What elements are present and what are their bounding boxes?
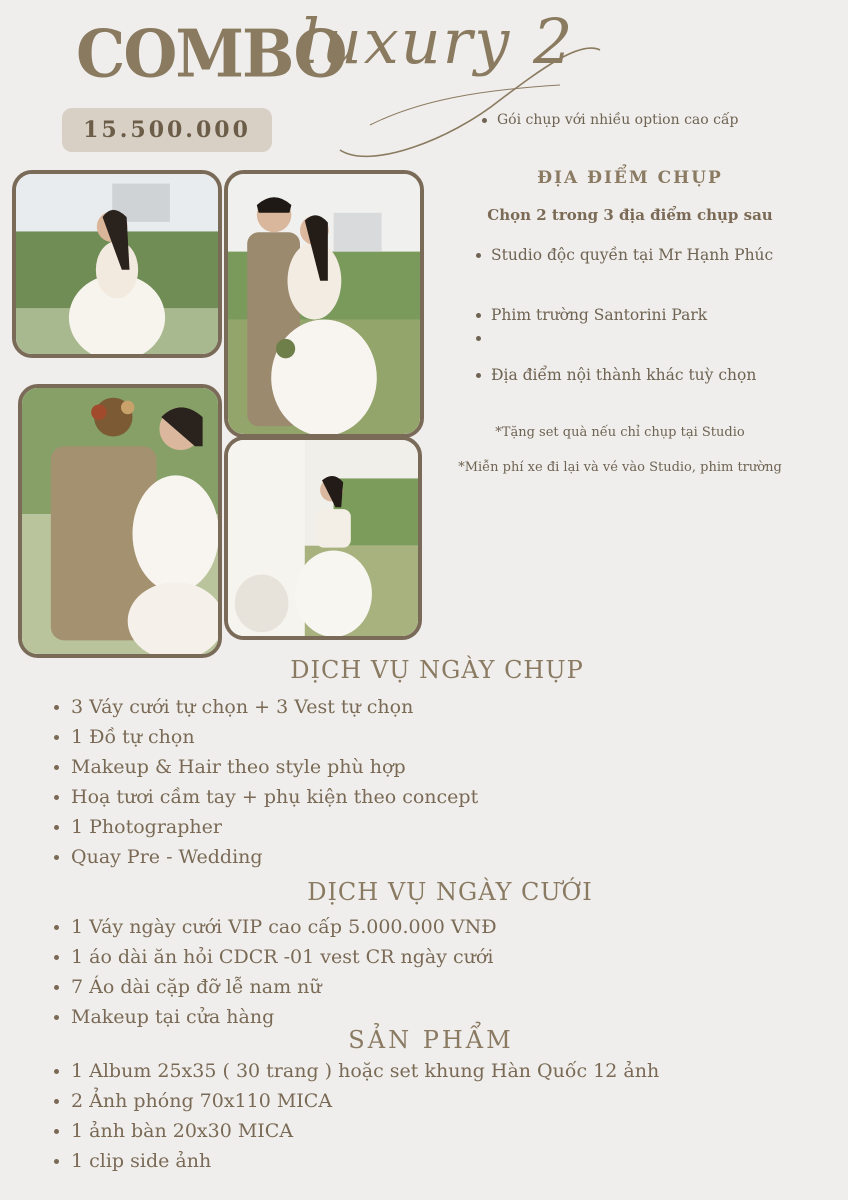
products-list xyxy=(54,1056,659,1176)
bullet-icon xyxy=(476,373,481,378)
list-item: Makeup & Hair theo style phù hợp xyxy=(54,752,478,782)
location-item-text: Phim trường Santorini Park xyxy=(491,306,708,324)
photo-bride-studio xyxy=(224,436,422,640)
photo-bride-garden xyxy=(12,170,222,358)
bullet-icon xyxy=(54,925,59,930)
bullet-icon xyxy=(476,253,481,258)
bullet-icon xyxy=(54,1069,59,1074)
bullet-icon xyxy=(54,765,59,770)
location-item-text: Địa điểm nội thành khác tuỳ chọn xyxy=(491,366,757,384)
wedding-day-heading: DỊCH VỤ NGÀY CƯỚI xyxy=(307,878,593,906)
list-item: 2 Ảnh phóng 70x110 MICA xyxy=(54,1086,659,1116)
list-item: 7 Áo dài cặp đỡ lễ nam nữ xyxy=(54,972,497,1002)
list-item: 1 Album 25x35 ( 30 trang ) hoặc set khung Hàn Quốc 12 ảnh xyxy=(54,1056,659,1086)
list-item: 1 clip side ảnh xyxy=(54,1146,659,1176)
list-item: 1 ảnh bàn 20x30 MICA xyxy=(54,1116,659,1146)
tagline xyxy=(482,112,739,128)
location-item xyxy=(476,336,491,341)
photo-couple-embrace xyxy=(18,384,222,658)
list-item: 1 Đồ tự chọn xyxy=(54,722,478,752)
title-combo: COMBO xyxy=(76,15,346,93)
bullet-icon xyxy=(54,825,59,830)
bullet-icon xyxy=(476,313,481,318)
location-subheading: Chọn 2 trong 3 địa điểm chụp sau xyxy=(487,206,773,224)
tagline-text: Gói chụp với nhiều option cao cấp xyxy=(497,112,739,128)
bullet-icon xyxy=(54,1159,59,1164)
shoot-day-list xyxy=(54,692,478,872)
bullet-icon xyxy=(54,735,59,740)
price-badge: 15.500.000 xyxy=(62,108,272,152)
location-item xyxy=(476,246,773,264)
bullet-icon xyxy=(54,1129,59,1134)
location-note: *Tặng set quà nếu chỉ chụp tại Studio xyxy=(495,425,745,440)
shoot-day-heading: DỊCH VỤ NGÀY CHỤP xyxy=(290,656,584,684)
list-item: Makeup tại cửa hàng xyxy=(54,1002,497,1032)
location-heading: ĐỊA ĐIỂM CHỤP xyxy=(537,168,723,188)
bullet-icon xyxy=(54,705,59,710)
location-item xyxy=(476,366,756,384)
bullet-icon xyxy=(482,118,487,123)
bullet-icon xyxy=(54,985,59,990)
title-flourish xyxy=(330,30,620,170)
location-item xyxy=(476,306,707,324)
bullet-icon xyxy=(54,1015,59,1020)
bullet-icon xyxy=(476,336,481,341)
bullet-icon xyxy=(54,855,59,860)
bullet-icon xyxy=(54,795,59,800)
location-item-text: Studio độc quyền tại Mr Hạnh Phúc xyxy=(491,246,774,264)
title-luxury: luxury 2 xyxy=(300,5,575,78)
list-item: 1 Photographer xyxy=(54,812,478,842)
bullet-icon xyxy=(54,955,59,960)
list-item: Quay Pre - Wedding xyxy=(54,842,478,872)
wedding-day-list xyxy=(54,912,497,1032)
list-item: 3 Váy cưới tự chọn + 3 Vest tự chọn xyxy=(54,692,478,722)
products-heading: SẢN PHẨM xyxy=(348,1026,514,1054)
list-item: 1 Váy ngày cưới VIP cao cấp 5.000.000 VNĐ xyxy=(54,912,497,942)
bullet-icon xyxy=(54,1099,59,1104)
list-item: 1 áo dài ăn hỏi CDCR -01 vest CR ngày cưới xyxy=(54,942,497,972)
list-item: Hoạ tươi cầm tay + phụ kiện theo concept xyxy=(54,782,478,812)
photo-couple-lawn xyxy=(224,170,424,438)
location-note: *Miễn phí xe đi lại và vé vào Studio, phim trường xyxy=(458,460,782,475)
